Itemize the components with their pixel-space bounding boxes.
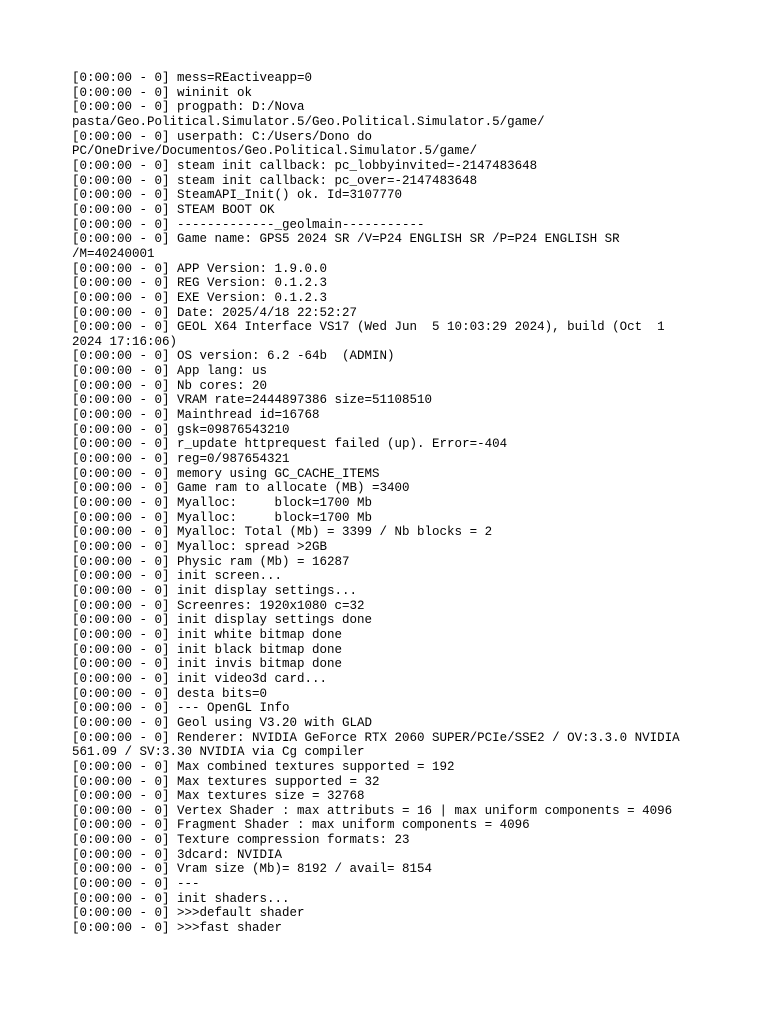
log-line: 561.09 / SV:3.30 NVIDIA via Cg compiler [72, 745, 365, 760]
log-line: [0:00:00 - 0] Fragment Shader : max uniform components = 4096 [72, 818, 530, 833]
log-line: [0:00:00 - 0] -------------_geolmain----------- [72, 217, 425, 232]
log-line: [0:00:00 - 0] Mainthread id=16768 [72, 408, 320, 423]
log-line: [0:00:00 - 0] init shaders... [72, 891, 290, 906]
log-line: [0:00:00 - 0] steam init callback: pc_lobbyinvited=-2147483648 [72, 158, 538, 173]
log-line: [0:00:00 - 0] init display settings done [72, 613, 373, 628]
log-line: [0:00:00 - 0] Geol using V3.20 with GLAD [72, 715, 373, 730]
log-line: [0:00:00 - 0] App lang: us [72, 364, 268, 379]
log-line: [0:00:00 - 0] progpath: D:/Nova [72, 100, 305, 115]
log-line: [0:00:00 - 0] r_update httprequest failed (up). Error=-404 [72, 437, 508, 452]
log-line: [0:00:00 - 0] Date: 2025/4/18 22:52:27 [72, 305, 358, 320]
log-line: [0:00:00 - 0] Max combined textures supported = 192 [72, 759, 455, 774]
log-line: [0:00:00 - 0] >>>fast shader [72, 921, 283, 936]
log-line: [0:00:00 - 0] --- OpenGL Info [72, 701, 290, 716]
log-line: 2024 17:16:06) [72, 334, 178, 349]
log-line: [0:00:00 - 0] SteamAPI_Init() ok. Id=3107770 [72, 188, 403, 203]
log-line: [0:00:00 - 0] GEOL X64 Interface VS17 (Wed Jun 5 10:03:29 2024), build (Oct 1 [72, 320, 665, 335]
log-line: [0:00:00 - 0] init invis bitmap done [72, 657, 343, 672]
log-line: [0:00:00 - 0] init video3d card... [72, 671, 328, 686]
log-line: [0:00:00 - 0] Vertex Shader : max attributs = 16 | max uniform components = 4096 [72, 803, 673, 818]
log-line: [0:00:00 - 0] gsk=09876543210 [72, 422, 290, 437]
log-line: [0:00:00 - 0] Max textures supported = 32 [72, 774, 380, 789]
log-line: [0:00:00 - 0] desta bits=0 [72, 686, 268, 701]
log-line: [0:00:00 - 0] Myalloc: block=1700 Mb [72, 496, 373, 511]
log-line: [0:00:00 - 0] Max textures size = 32768 [72, 789, 365, 804]
log-line: [0:00:00 - 0] userpath: C:/Users/Dono do [72, 129, 373, 144]
log-line: pasta/Geo.Political.Simulator.5/Geo.Political.Simulator.5/game/ [72, 114, 545, 129]
log-line: [0:00:00 - 0] REG Version: 0.1.2.3 [72, 276, 328, 291]
log-line: [0:00:00 - 0] init display settings... [72, 583, 358, 598]
log-line: [0:00:00 - 0] 3dcard: NVIDIA [72, 847, 283, 862]
log-line: [0:00:00 - 0] Nb cores: 20 [72, 378, 268, 393]
log-line: [0:00:00 - 0] wininit ok [72, 85, 253, 100]
log-line: [0:00:00 - 0] memory using GC_CACHE_ITEMS [72, 466, 380, 481]
log-document [72, 71, 692, 936]
log-line: [0:00:00 - 0] OS version: 6.2 -64b (ADMIN) [72, 349, 395, 364]
log-line: [0:00:00 - 0] init white bitmap done [72, 627, 343, 642]
log-line: [0:00:00 - 0] Myalloc: block=1700 Mb [72, 510, 373, 525]
log-line: [0:00:00 - 0] >>>default shader [72, 906, 305, 921]
log-line: [0:00:00 - 0] --- [72, 877, 200, 892]
log-line: [0:00:00 - 0] Myalloc: spread >2GB [72, 540, 328, 554]
log-line: [0:00:00 - 0] init black bitmap done [72, 642, 343, 657]
log-line: [0:00:00 - 0] Renderer: NVIDIA GeForce RTX 2060 SUPER/PCIe/SSE2 / OV:3.3.0 NVIDIA [72, 730, 680, 745]
log-line: [0:00:00 - 0] Game name: GPS5 2024 SR /V=P24 ENGLISH SR /P=P24 ENGLISH SR [72, 232, 620, 247]
log-line: PC/OneDrive/Documentos/Geo.Political.Simulator.5/game/ [72, 144, 478, 159]
log-line: [0:00:00 - 0] STEAM BOOT OK [72, 202, 275, 217]
log-line: [0:00:00 - 0] APP Version: 1.9.0.0 [72, 261, 328, 276]
log-line: [0:00:00 - 0] Vram size (Mb)= 8192 / avail= 8154 [72, 862, 433, 877]
log-line: [0:00:00 - 0] EXE Version: 0.1.2.3 [72, 290, 328, 305]
log-line: [0:00:00 - 0] Screenres: 1920x1080 c=32 [72, 598, 365, 613]
log-line: [0:00:00 - 0] steam init callback: pc_over=-2147483648 [72, 173, 478, 188]
log-line: [0:00:00 - 0] Myalloc: Total (Mb) = 3399 / Nb blocks = 2 [72, 525, 493, 540]
log-line: [0:00:00 - 0] reg=0/987654321 [72, 452, 290, 467]
log-line: [0:00:00 - 0] Game ram to allocate (MB) =3400 [72, 481, 410, 496]
log-line: [0:00:00 - 0] Physic ram (Mb) = 16287 [72, 554, 350, 569]
log-line: [0:00:00 - 0] Texture compression formats: 23 [72, 833, 410, 848]
log-line: [0:00:00 - 0] VRAM rate=2444897386 size=51108510 [72, 393, 433, 408]
log-line: [0:00:00 - 0] mess=REactiveapp=0 [72, 71, 313, 85]
log-line: [0:00:00 - 0] init screen... [72, 569, 283, 584]
log-line: /M=40240001 [72, 246, 155, 261]
